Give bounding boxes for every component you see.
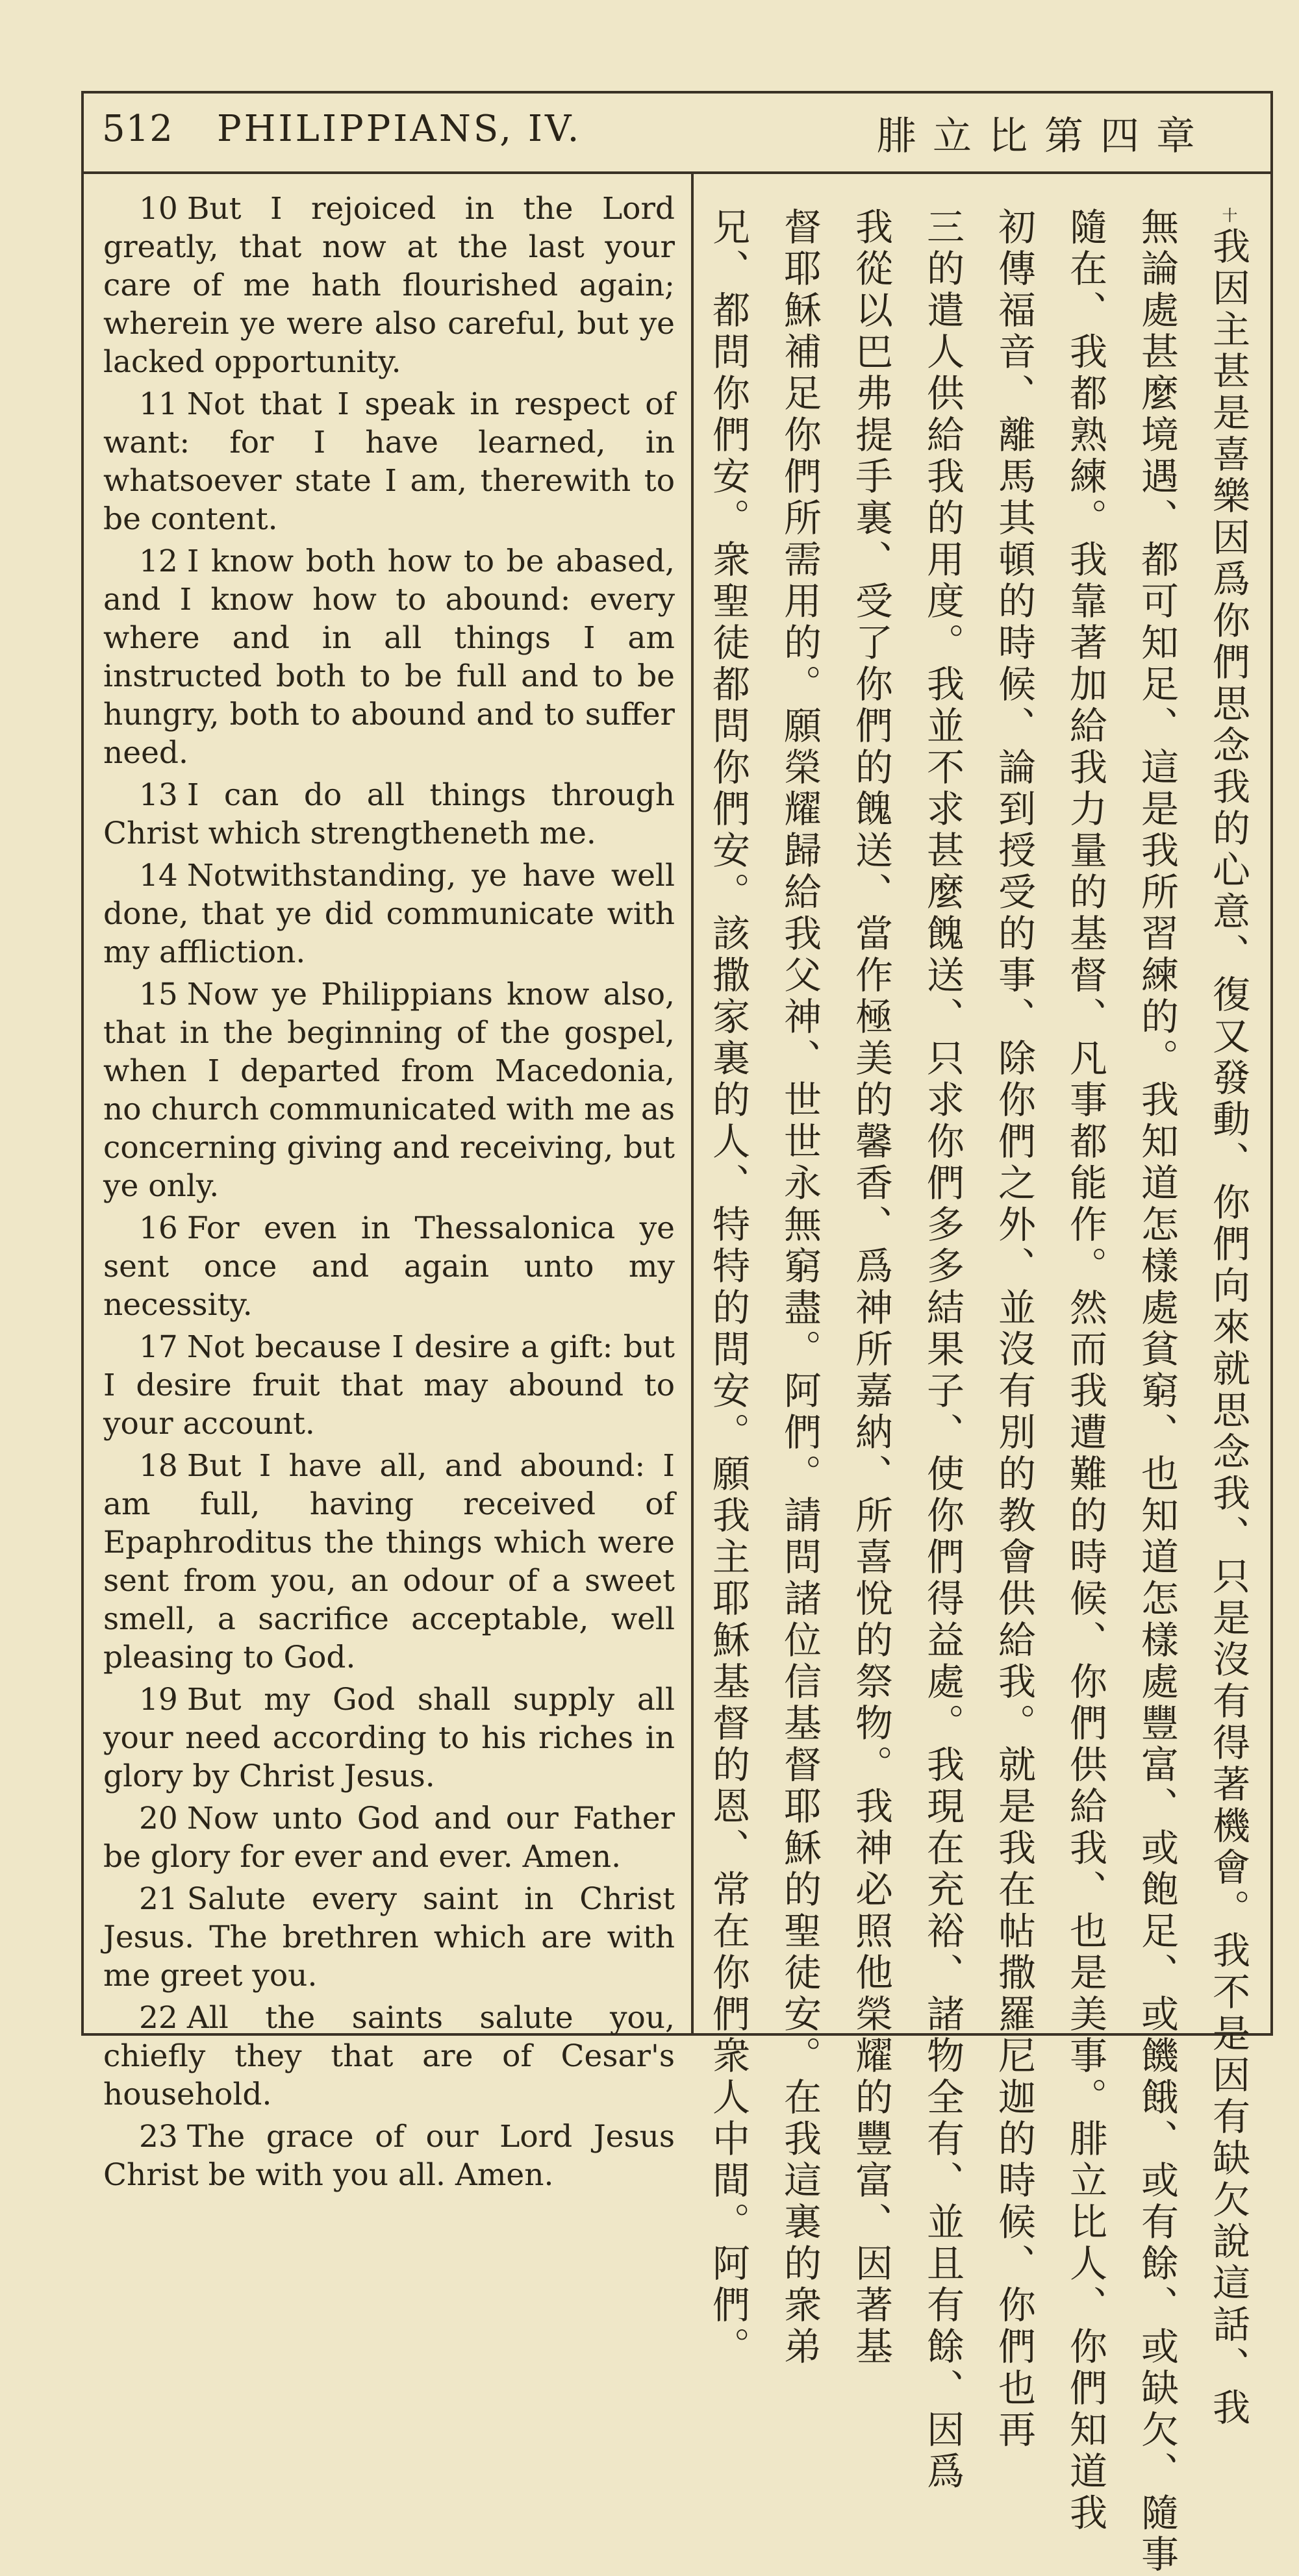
verse-text: But my God shall supply all your need according to his riches in glory by Christ Jesus. <box>103 1682 675 1794</box>
chinese-line <box>1121 207 1192 2576</box>
verse <box>103 776 675 853</box>
verse-text: Now unto God and our Father be glory for ever and ever. Amen. <box>103 1801 675 1875</box>
running-title: PHILIPPIANS, IV. <box>217 108 582 150</box>
verse-text: Not that I speak in respect of want: for I have learned, in whatsoever state I am, therewith to be content. <box>103 386 675 537</box>
verse-number: 14 <box>139 858 178 894</box>
verse-marker: 十 <box>1219 207 1237 227</box>
verse-number: 13 <box>139 777 178 813</box>
chinese-line-text: 我從以巴弗提手裏、受了你們的餽送、當作極美的馨香、爲神所嘉納、所喜悅的祭物。我神必照他榮耀的豐富、因著基 <box>849 207 893 2368</box>
verse-text: But I rejoiced in the Lord greatly, that now at the last your care of me hath flourished again; wherein ye were also careful, but ye lacked opportunity. <box>103 191 675 380</box>
verse-number: 22 <box>139 2000 178 2036</box>
verse <box>103 1328 675 1443</box>
chinese-line <box>764 207 835 2368</box>
chinese-column <box>692 207 1264 2576</box>
verse-number: 19 <box>139 1682 178 1718</box>
verse <box>103 1681 675 1795</box>
verse-text: The grace of our Lord Jesus Christ be with you all. Amen. <box>103 2119 675 2193</box>
chinese-line <box>1050 207 1121 2534</box>
verse <box>103 1209 675 1324</box>
verse-number: 23 <box>139 2119 178 2155</box>
page-frame <box>81 91 1273 2576</box>
page-header <box>84 94 1270 174</box>
verse-text: But I have all, and abound: I am full, having received of Epaphroditus the things which were sent from you, an odour of a sweet smell, a sacrifice acceptable, well pleasing to God. <box>103 1448 675 1675</box>
verse-text: Notwithstanding, ye have well done, that ye did communicate with my affliction. <box>103 858 675 970</box>
verse-number: 15 <box>139 977 178 1012</box>
verse-number: 10 <box>139 191 178 227</box>
verse <box>103 542 675 772</box>
verse <box>103 1999 675 2114</box>
chinese-line <box>835 207 907 2368</box>
chinese-line-text: 督耶穌補足你們所需用的。願榮耀歸給我父神、世世永無窮盡。阿們。請問諸位信基督耶穌的聖徒安。在我這裏的衆弟 <box>777 207 822 2368</box>
chinese-line-text: 三的遣人供給我的用度。我並不求甚麼餽送、只求你們多多結果子、使你們得益處。我現在充裕、諸物全有、並且有餘、因爲 <box>920 207 965 2493</box>
chinese-line <box>692 207 764 2368</box>
verse <box>103 2118 675 2194</box>
verse <box>103 385 675 538</box>
chinese-line <box>1192 207 1264 2429</box>
chinese-line-text: 我因主甚是喜樂因爲你們思念我的心意、復又發動、你們向來就思念我、只是沒有得著機會。我不是因有缺欠說這話、我 <box>1206 227 1250 2429</box>
verse-number: 21 <box>139 1881 178 1917</box>
chinese-line-text: 初傳福音、離馬其頓的時候、論到授受的事、除你們之外、並沒有別的教會供給我。就是我在帖撒羅尼迦的時候、你們也再 <box>992 207 1036 2451</box>
verse <box>103 1880 675 1995</box>
verse <box>103 975 675 1205</box>
verse <box>103 190 675 381</box>
page-number: 512 <box>102 108 173 150</box>
verse-text: Salute every saint in Christ Jesus. The brethren which are with me greet you. <box>103 1881 675 1994</box>
chinese-line-text: 無論處甚麼境遇、都可知足、這是我所習練的。我知道怎樣處貧窮、也知道怎樣處豐富、或飽足、或饑餓、或有餘、或缺欠、隨事 <box>1135 207 1179 2576</box>
verse-text: I know both how to be abased, and I know how to abound: every where and in all things I am instructed both to be full and to be hungry, both to abound and to suffer need. <box>103 544 675 771</box>
verse-text: Now ye Philippians know also, that in the beginning of the gospel, when I departed from Macedonia, no church communicated with me as concerning giving and receiving, but ye only. <box>103 977 675 1204</box>
chinese-line <box>907 207 978 2493</box>
chinese-line-text: 兄、都問你們安。衆聖徒都問你們安。該撒家裏的人、特特的問安。願我主耶穌基督的恩、常在你們衆人中間。阿們。 <box>706 207 750 2368</box>
chinese-line-text: 隨在、我都熟練。我靠著加給我力量的基督、凡事都能作。然而我遭難的時候、你們供給我、也是美事。腓立比人、你們知道我 <box>1063 207 1107 2534</box>
verse <box>103 857 675 971</box>
chinese-line <box>978 207 1050 2451</box>
verse-number: 12 <box>139 544 178 579</box>
english-column <box>103 190 675 2198</box>
verse-number: 18 <box>139 1448 178 1484</box>
verse-text: Not because I desire a gift: but I desire fruit that may abound to your account. <box>103 1329 675 1442</box>
verse-number: 17 <box>139 1329 178 1365</box>
verse-text: I can do all things through Christ which strengtheneth me. <box>103 777 675 851</box>
verse-number: 16 <box>139 1210 178 1246</box>
verse <box>103 1447 675 1677</box>
verse <box>103 1799 675 1876</box>
verse-text: For even in Thessalonica ye sent once and again unto my necessity. <box>103 1210 675 1323</box>
chinese-chapter-title: 腓立比第四章 <box>877 114 1212 159</box>
verse-text: All the saints salute you, chiefly they that are of Cesar's household. <box>103 2000 675 2112</box>
verse-number: 20 <box>139 1801 178 1836</box>
verse-number: 11 <box>139 386 178 422</box>
